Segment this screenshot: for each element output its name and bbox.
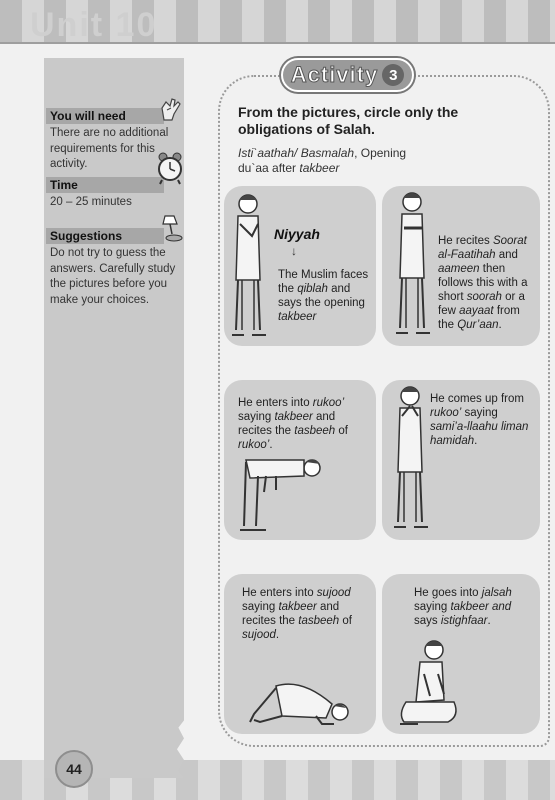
suggestions-section [50, 228, 182, 308]
p5-t7: of [339, 615, 352, 627]
activity-badge [281, 58, 414, 92]
p6-t6: istighfaar [440, 615, 488, 627]
p2-t5: then follows this with a short [438, 263, 528, 303]
p4-t5: . [474, 435, 478, 447]
activity-subinstruction [238, 146, 418, 176]
suggestions-text: Do not try to guess the answers. Carefully study the pictures before you make your choices. [50, 247, 176, 306]
p5-t9: . [275, 629, 280, 641]
p4-t3: saying [461, 407, 498, 419]
you-will-need-heading: You will need [46, 108, 164, 124]
p2-t9: from the [438, 305, 520, 331]
p2-t7: or a few [438, 291, 525, 317]
p3-t3: saying [238, 411, 275, 423]
p5-t5: and recites the [242, 601, 340, 627]
p2-t6: soorah [466, 291, 502, 303]
p6-t7: . [487, 615, 491, 627]
time-heading: Time [46, 177, 164, 193]
panel-niyyah-text [278, 268, 374, 324]
sub-part-b: , Opening du`aa after [238, 146, 407, 175]
p2-t1: He recites [438, 235, 493, 247]
p6-t2: jalsah [481, 587, 512, 599]
niyyah-arrow-icon: ↓ [291, 244, 297, 258]
panel-rukoo-text [238, 396, 368, 452]
p5-t1: He enters into [242, 587, 317, 599]
p5-t2: sujood [316, 587, 351, 599]
time-section [50, 177, 182, 211]
p6-t5: says [414, 615, 441, 627]
p1-t3: and says the opening [278, 283, 365, 309]
activity-label: Activity [290, 62, 379, 87]
panel-jalsah-text [414, 586, 536, 628]
top-band [0, 0, 555, 44]
time-text: 20 – 25 minutes [50, 195, 132, 208]
p3-t9: . [269, 439, 273, 451]
hand-icon [158, 96, 182, 122]
figure-sitting-jalsah [394, 636, 464, 732]
p2-t3: and [495, 249, 518, 261]
p5-t3: saying [242, 601, 279, 613]
sidebar-content [50, 108, 182, 308]
p2-t8: aayaat [459, 305, 494, 317]
p3-t5: and recites the [238, 411, 336, 437]
p3-t1: He enters into [238, 397, 313, 409]
p2-t11: . [498, 319, 502, 331]
p1-t2: qiblah [297, 283, 328, 295]
p2-t4: aameen [438, 263, 480, 275]
p5-t4: takbeer [278, 601, 317, 613]
sub-part-c: takbeer [299, 161, 340, 175]
p1-t1: The Muslim faces the [278, 269, 369, 295]
p3-t7: of [335, 425, 348, 437]
activity-number: 3 [382, 64, 404, 86]
you-will-need-text: There are no additional requirements for this activity. [50, 127, 169, 170]
p4-t2: rukoo’ [430, 407, 462, 419]
panel-rising-text [430, 392, 538, 448]
figure-standing-arms-folded [388, 188, 438, 346]
p1-t4: takbeer [278, 311, 317, 323]
alarm-clock-icon [156, 151, 184, 185]
p3-t6: tasbeeh [294, 425, 336, 437]
suggestions-heading: Suggestions [46, 228, 164, 244]
niyyah-title: Niyyah [274, 226, 320, 242]
p2-t10: Qur’aan [457, 319, 499, 331]
ghost-unit-title: Unit 10 [30, 6, 158, 44]
figure-standing-rising [386, 382, 436, 540]
activity-instruction: From the pictures, circle only the obligations of Salah. [238, 104, 459, 137]
p4-t4: sami’a-llaahu liman hamidah [430, 421, 529, 447]
p3-t8: rukoo’ [238, 439, 270, 451]
p4-t1: He comes up from [430, 393, 524, 405]
p6-t1: He goes into [414, 587, 482, 599]
p5-t6: tasbeeh [298, 615, 340, 627]
p5-t8: sujood [242, 629, 276, 641]
p2-t2: Soorat al-Faatihah [438, 235, 527, 261]
p6-t3: saying [414, 601, 451, 613]
figure-bowing-rukoo [236, 452, 326, 536]
panel-recitation-text [438, 234, 538, 332]
desk-lamp-icon [162, 214, 184, 242]
sub-part-a: Isti`aathah/ Basmalah [238, 146, 355, 160]
figure-standing-takbeer [224, 190, 276, 348]
panel-sujood-text [242, 586, 370, 642]
p6-t4: takbeer and [450, 601, 512, 613]
p3-t4: takbeer [274, 411, 313, 423]
p3-t2: rukoo’ [312, 397, 345, 409]
page-number: 44 [55, 750, 93, 788]
figure-prostrating-sujood [246, 676, 356, 728]
